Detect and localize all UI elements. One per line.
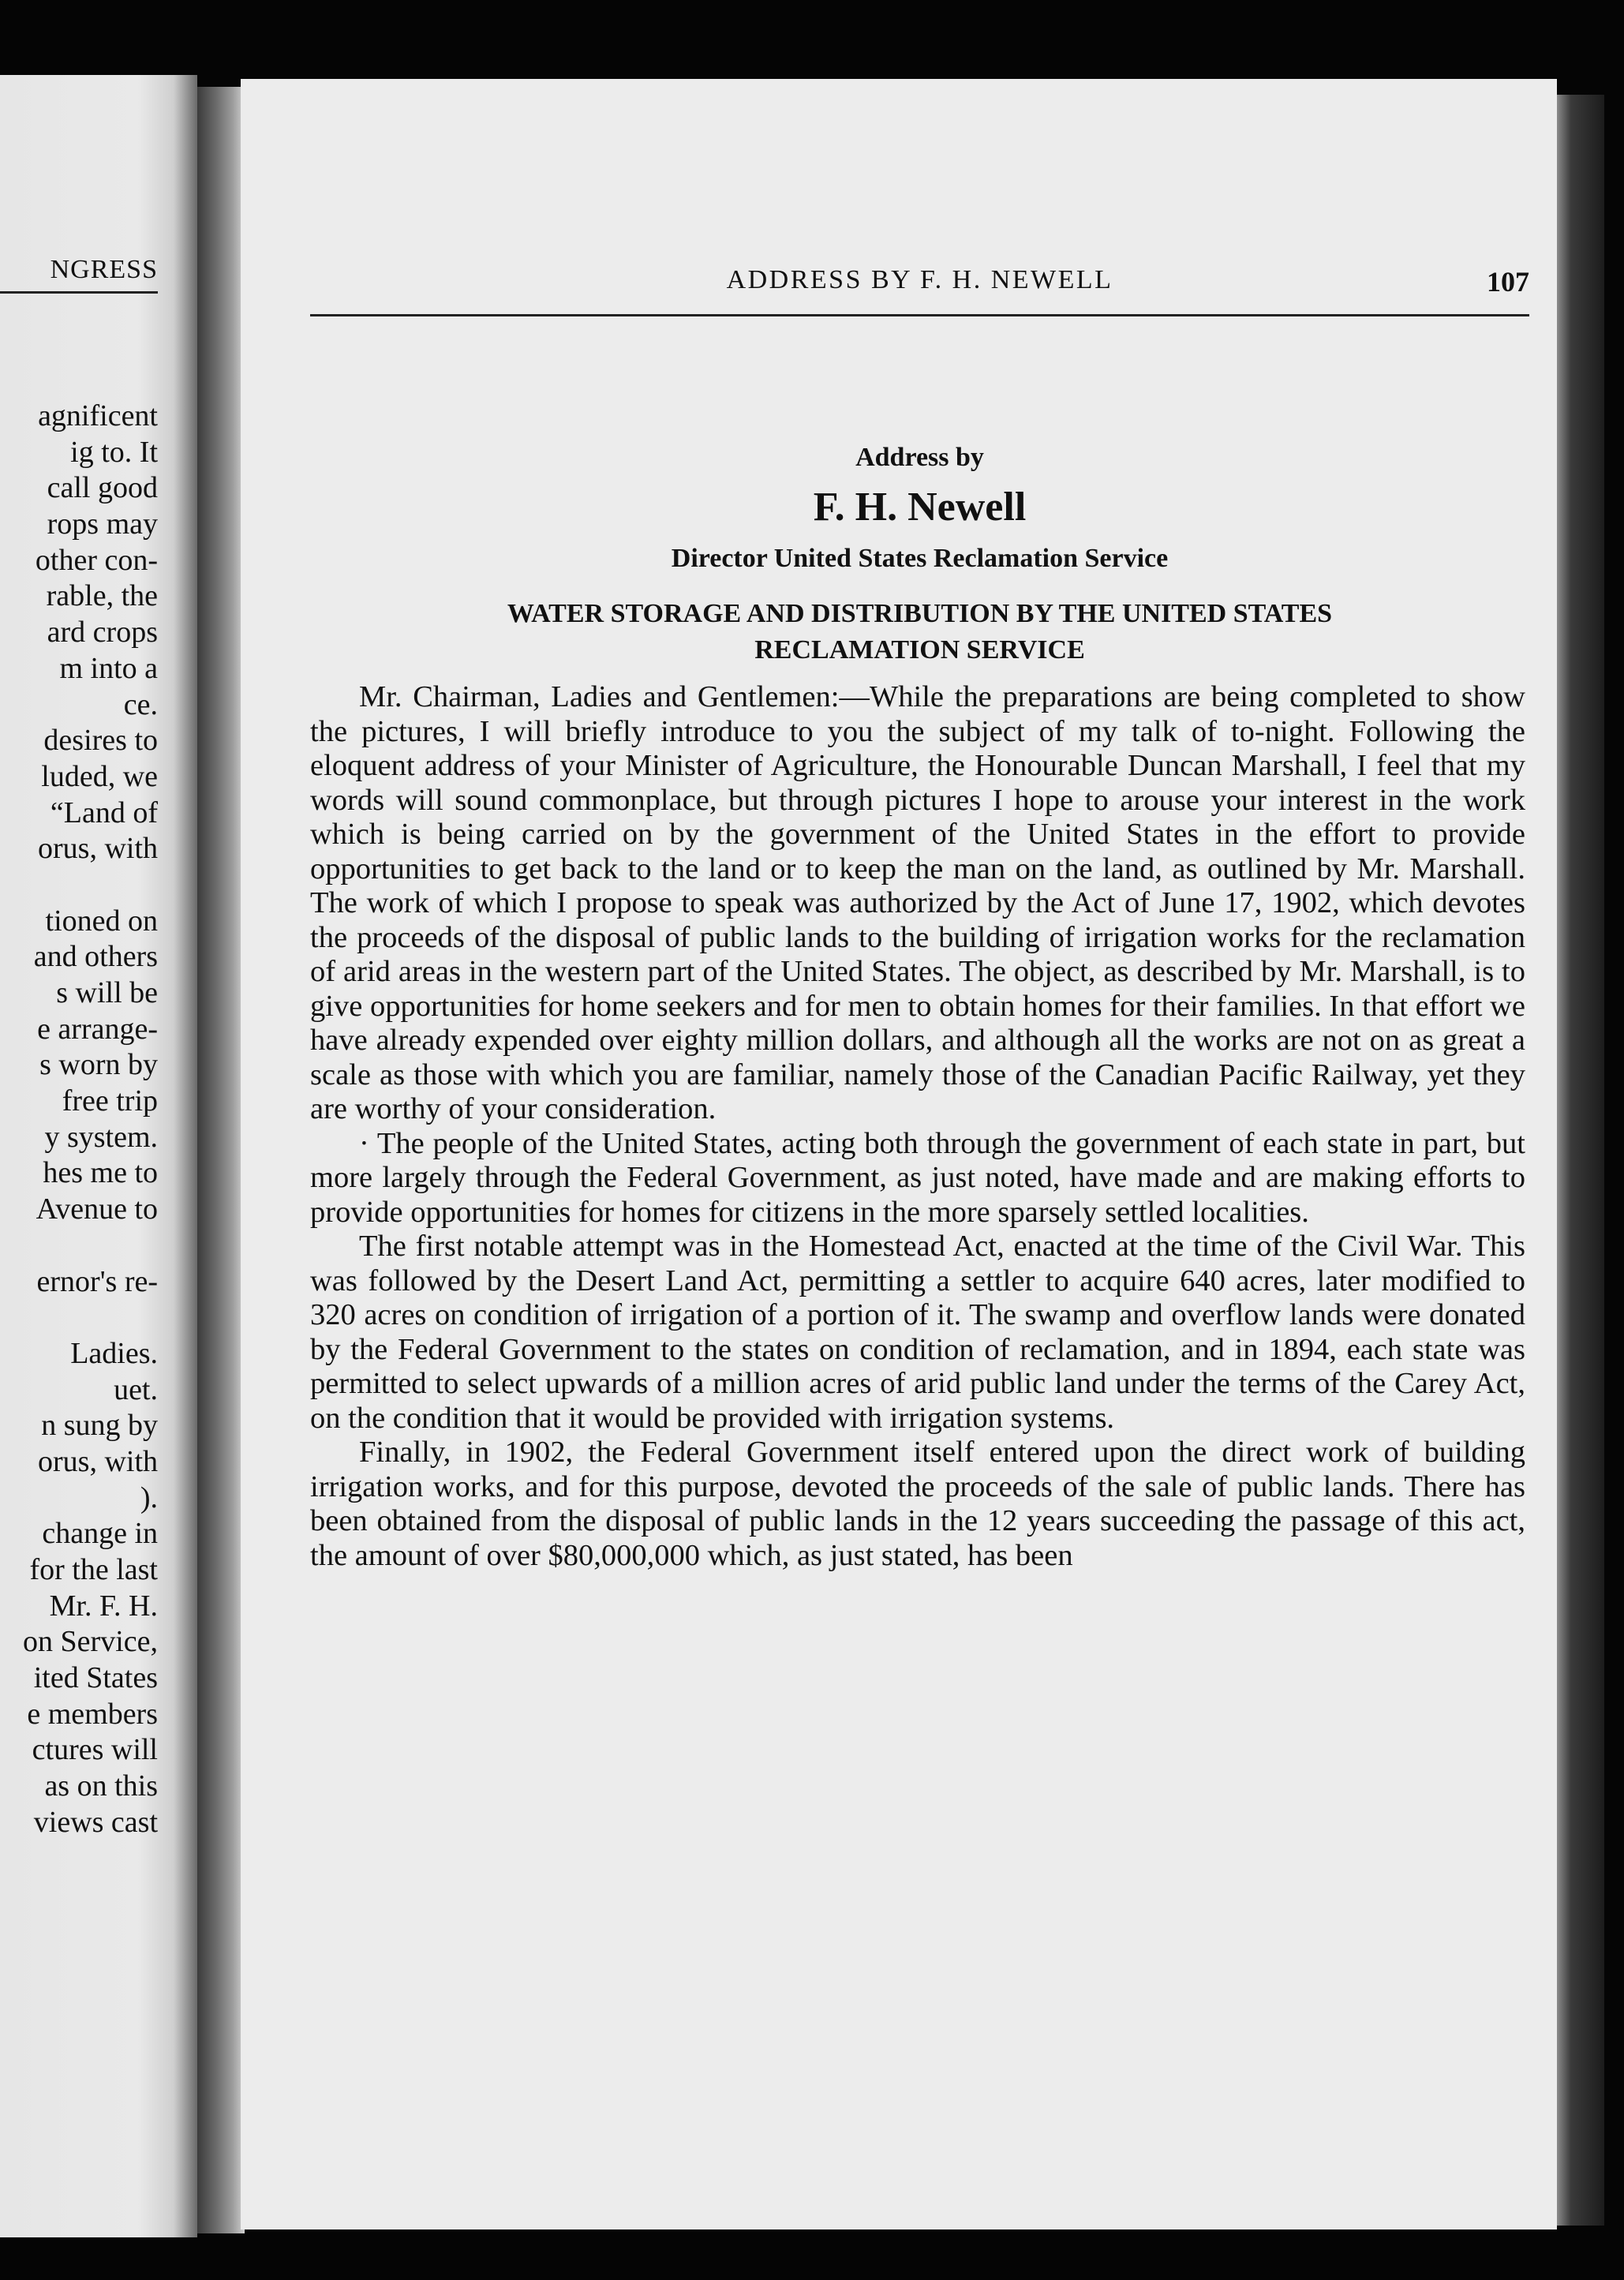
previous-page-line: y system. [44,1120,158,1154]
article-title [310,596,1529,668]
article-title-line-1: WATER STORAGE AND DISTRIBUTION BY THE UNITED STATES [507,599,1333,628]
previous-page-line: as on this [44,1769,158,1803]
previous-page-line: rable, the [46,579,158,613]
previous-page-line: “Land of [50,796,158,829]
previous-page-line: ited States [33,1661,158,1695]
byline [310,438,1529,578]
author-name: F. H. Newell [813,485,1027,530]
previous-page-line: rops may [47,507,158,541]
previous-page-line: ce. [123,687,158,721]
book-gutter [197,87,245,2233]
previous-page-line: m into a [59,651,158,685]
previous-page-line [0,867,158,904]
previous-page-line: ). [140,1481,158,1514]
running-head [310,265,1529,316]
running-title: ADDRESS BY F. H. NEWELL [726,265,1113,294]
previous-page-line: ard crops [47,616,158,650]
previous-page-line: Ladies. [70,1336,158,1370]
body-text [310,680,1525,1573]
previous-page-line: ctures will [32,1733,158,1767]
paragraph: Mr. Chairman, Ladies and Gentlemen:—While the preparations are being completed to show the pictures, I will briefly introduce to you the subject of my talk of to-night. Following the eloquent address of your Minister of Agriculture, the Honourable Duncan Marshall, I feel that my words will sound commonplace, but through pictures I hope to arouse your interest in the work which is being carried on by the government of the United States in the effort to provide opportunities to get back to the land or to keep the man on the land, as outlined by Mr. Marshall. The work of which I propose to speak was authorized by the Act of June 17, 1902, which devotes the proceeds of the disposal of public lands to the building of irrigation works for the reclamation of arid areas in the western part of the United States. The object, as described by Mr. Marshall, is to give opportunities for home seekers and for men to obtain homes for their families. In that effort we have already expended over eighty million dollars, and although all the works are not on as great a scale as those with which you are familiar, namely those of the Canadian Pacific Railway, yet they are worthy of your consideration. [310,680,1525,1125]
previous-page-line: tioned on [45,904,158,938]
previous-page-line: e arrange- [37,1012,158,1046]
previous-page-line: Mr. F. H. [49,1589,158,1623]
paragraph: The first notable attempt was in the Homestead Act, enacted at the time of the Civil War. This was followed by the Desert Land Act, permitting a settler to acquire 640 acres, later modified to 320 acres on condition of irrigation of a portion of it. The swamp and overflow lands were donated by the Federal Government to the states on condition of reclamation, and in 1894, each state was permitted to select upwards of a million acres of arid public land under the terms of the Carey Act, on the condition that it would be provided with irrigation systems. [310,1230,1525,1435]
previous-page-line: n sung by [41,1409,158,1443]
previous-page-line: orus, with [38,832,158,866]
previous-page-line: e members [27,1697,158,1731]
previous-page [0,75,197,2237]
previous-page-line: ernor's re- [36,1264,158,1298]
previous-page-line: other con- [35,543,158,577]
previous-page-line: s will be [56,976,158,1009]
page-number: 107 [1487,266,1529,298]
previous-page-line: for the last [29,1553,158,1586]
paragraph: Finally, in 1902, the Federal Government itself entered upon the direct work of building irrigation works, and for this purpose, devoted the proceeds of the sale of public lands. There has been obtained from the disposal of public lands in the 12 years succeeding the passage of this act, the amount of over $80,000,000 which, as just stated, has been [310,1436,1525,1572]
previous-page-line: orus, with [38,1444,158,1478]
previous-page-line: luded, we [41,759,158,793]
author-role: Director United States Reclamation Service [671,544,1169,573]
previous-page-line: views cast [33,1805,158,1839]
byline-prefix: Address by [855,443,984,472]
previous-page-line: s worn by [39,1048,158,1082]
previous-page-running-head: NGRESS [0,255,158,294]
article-title-line-2: RECLAMATION SERVICE [754,635,1085,665]
previous-page-line: desires to [43,724,158,758]
previous-page-line: change in [42,1517,158,1551]
page [241,79,1557,2229]
paragraph: · The people of the United States, acting both through the government of each state in part, but more largely through the Federal Government, as just noted, have made and are making efforts to provide opportunities for homes for citizens in the more sparsely settled localities. [310,1126,1525,1229]
previous-page-line: and others [33,940,158,974]
previous-page-line: call good [47,471,158,505]
previous-page-line: free trip [62,1084,158,1118]
previous-page-text [0,399,158,1841]
page-edge [1557,95,1604,2226]
previous-page-line: ig to. It [70,435,158,469]
previous-page-line: Avenue to [36,1192,158,1226]
previous-page-line [0,1228,158,1264]
previous-page-line: on Service, [23,1625,158,1659]
previous-page-line: agnificent [38,399,158,432]
previous-page-line [0,1300,158,1336]
previous-page-line: uet. [114,1372,158,1406]
previous-page-line: hes me to [43,1156,158,1190]
